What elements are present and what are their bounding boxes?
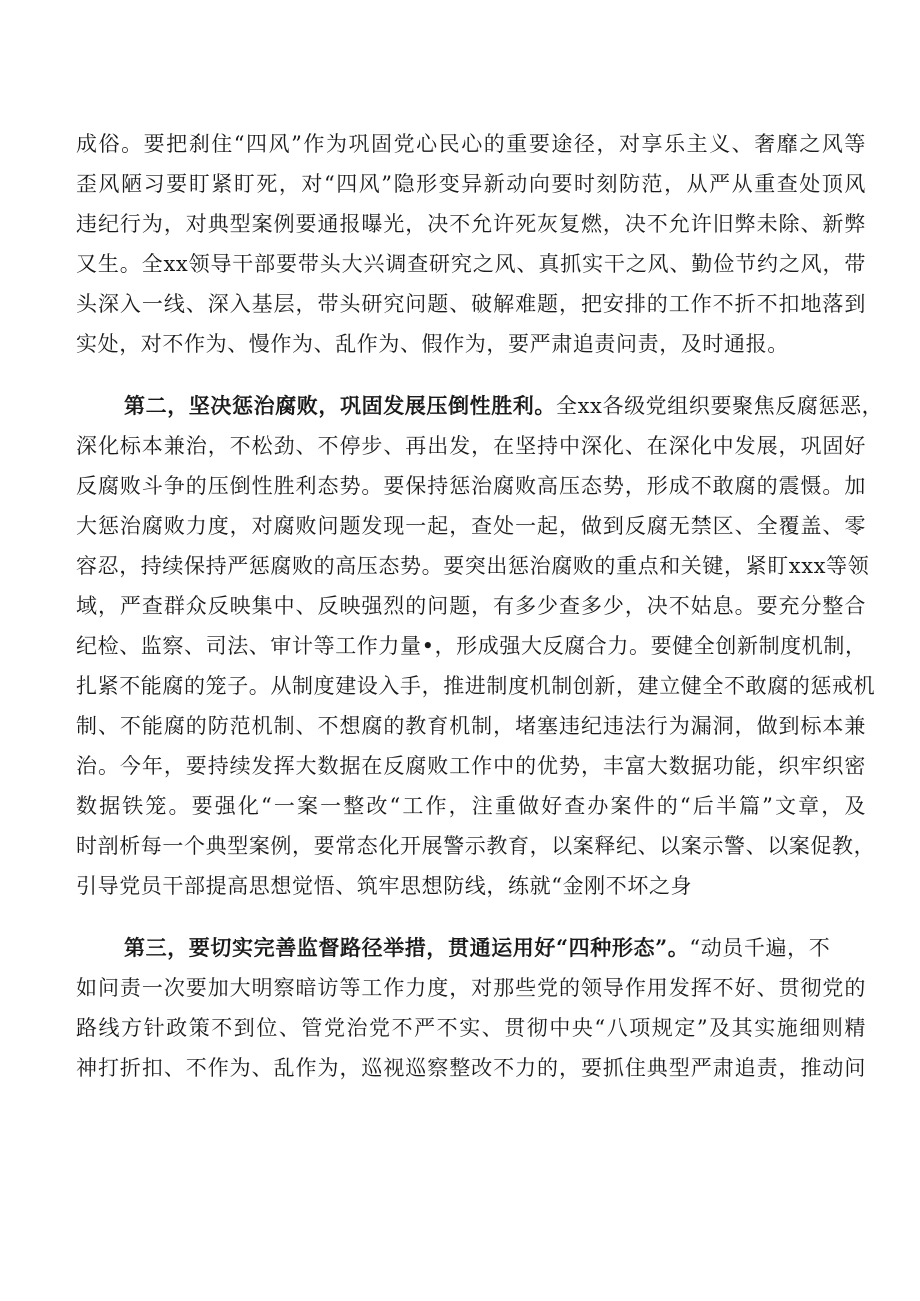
paragraph-line: 实处，对不作为、慢作为、乱作为、假作为，要严肃追责问责，及时通报。 bbox=[76, 332, 789, 356]
paragraph-line: 扎紧不能腐的笼子。从制度建设入手，推进制度机制创新，建立健全不敢腐的惩戒机 bbox=[76, 674, 876, 698]
paragraph-line: 制、不能腐的防范机制、不想腐的教育机制，堵塞违纪违法行为漏洞，做到标本兼 bbox=[76, 714, 866, 738]
paragraph-line: 反腐败斗争的压倒性胜利态势。要保持惩治腐败高压态势，形成不敢腐的震慑。加 bbox=[76, 474, 866, 498]
paragraph-1 bbox=[76, 124, 866, 364]
paragraph-line: 域，严查群众反映集中、反映强烈的问题，有多少查多少，决不姑息。要充分整合 bbox=[76, 594, 866, 618]
paragraph-2 bbox=[76, 386, 884, 906]
paragraph-line: 纪检、监察、司法、审计等工作力量•，形成强大反腐合力。要健全创新制度机制， bbox=[76, 634, 867, 658]
paragraph-3 bbox=[76, 928, 866, 1088]
paragraph-line: 容忍，持续保持严惩腐败的高压态势。要突出惩治腐败的重点和关键，紧盯xxx等领 bbox=[76, 554, 870, 578]
paragraph-text: 全xx各级党组织要聚焦反腐惩恶， bbox=[556, 394, 884, 418]
document-page bbox=[76, 124, 884, 1088]
paragraph-line: 违纪行为，对典型案例要通报曝光，决不允许死灰复燃，决不允许旧弊未除、新弊 bbox=[76, 212, 866, 236]
paragraph-line: 歪风陋习要盯紧盯死，对“四风”隐形变异新动向要时刻防范，从严从重查处顶风 bbox=[76, 172, 866, 196]
paragraph-first-line bbox=[76, 386, 884, 426]
paragraph-line: 神打折扣、不作为、乱作为，巡视巡察整改不力的，要抓住典型严肃追责，推动问 bbox=[76, 1056, 866, 1080]
paragraph-text: “动员千遍，不 bbox=[689, 936, 831, 960]
paragraph-line: 成俗。要把刹住“四风”作为巩固党心民心的重要途径，对享乐主义、奢靡之风等 bbox=[76, 132, 866, 156]
paragraph-line: 又生。全xx领导干部要带头大兴调查研究之风、真抓实干之风、勤俭节约之风，带 bbox=[76, 252, 866, 276]
paragraph-line: 头深入一线、深入基层，带头研究问题、破解难题，把安排的工作不折不扣地落到 bbox=[76, 292, 866, 316]
section-heading: 第二，坚决惩治腐败，巩固发展压倒性胜利。 bbox=[124, 393, 556, 418]
paragraph-line: 引导党员干部提高思想觉悟、筑牢思想防线，练就“金刚不坏之身 bbox=[76, 874, 693, 898]
section-heading: 第三，要切实完善监督路径举措，贯通运用好“四种形态”。 bbox=[124, 935, 690, 960]
paragraph-line: 路线方针政策不到位、管党治党不严不实、贯彻中央“八项规定”及其实施细则精 bbox=[76, 1016, 866, 1040]
paragraph-line: 数据铁笼。要强化“一案一整改“工作，注重做好查办案件的“后半篇”文章，及 bbox=[76, 794, 866, 818]
paragraph-line: 如问责一次要加大明察暗访等工作力度，对那些党的领导作用发挥不好、贯彻党的 bbox=[76, 976, 866, 1000]
paragraph-line: 深化标本兼治，不松劲、不停步、再出发，在坚持中深化、在深化中发展，巩固好 bbox=[76, 434, 866, 458]
paragraph-line: 治。今年，要持续发挥大数据在反腐败工作中的优势，丰富大数据功能，织牢织密 bbox=[76, 754, 866, 778]
paragraph-line: 时剖析每一个典型案例，要常态化开展警示教育，以案释纪、以案示警、以案促教， bbox=[76, 834, 876, 858]
paragraph-line: 大惩治腐败力度，对腐败问题发现一起，查处一起，做到反腐无禁区、全覆盖、零 bbox=[76, 514, 866, 538]
paragraph-first-line bbox=[76, 928, 866, 968]
